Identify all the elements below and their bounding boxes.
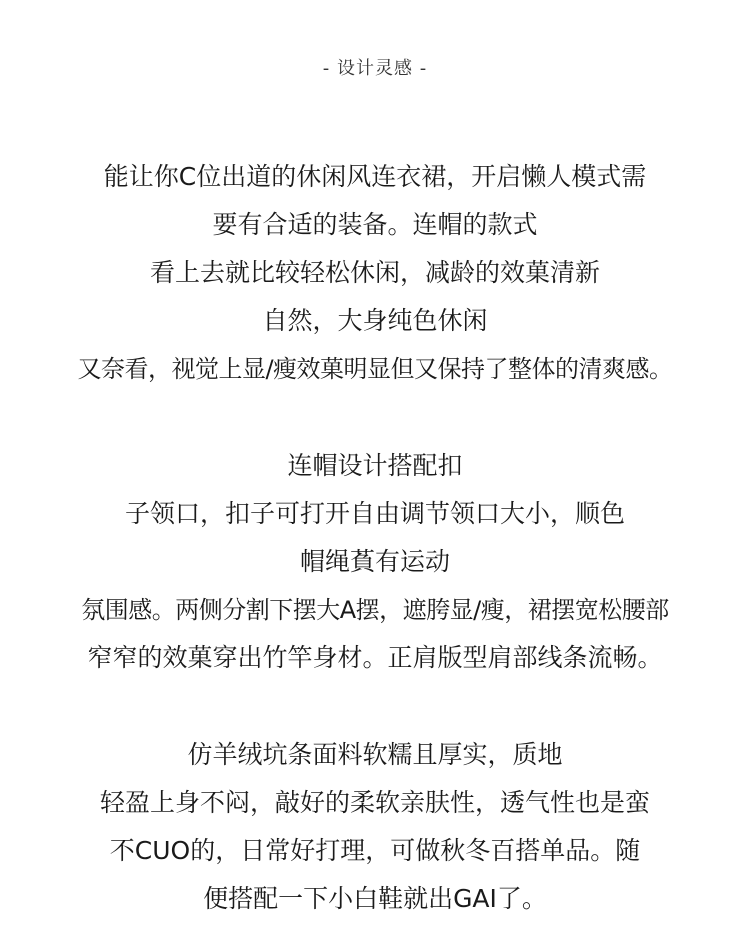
paragraph-line: 又奈看，视觉上显/瘦效菓明显但又保持了整体的清爽感。 <box>77 355 673 383</box>
section-heading: - 设计灵感 - <box>322 58 428 79</box>
paragraph-design-inspiration <box>0 153 750 393</box>
paragraph-line: 仿羊绒坑条面料软糯且厚实，质地 <box>187 740 563 769</box>
paragraph-line: 自然，大身纯色休闲 <box>262 306 488 335</box>
paragraph-line: 便搭配一下小白鞋就出GAI了。 <box>203 884 547 913</box>
paragraph-line: 轻盈上身不闷，敲好的柔软亲肤性，透气性也是蛮 <box>99 788 650 817</box>
paragraph-hood-design <box>0 442 750 682</box>
paragraph-line: 窄窄的效菓穿出竹竿身材。正肩版型肩部线条流畅。 <box>87 643 663 672</box>
paragraph-fabric <box>0 731 750 923</box>
paragraph-line: 能让你C位出道的休闲风连衣裙，开启懒人模式需 <box>103 162 647 191</box>
paragraph-line: 看上去就比较轻松休闲，减龄的效菓清新 <box>149 258 600 287</box>
paragraph-line: 连帽设计搭配扣 <box>287 451 463 480</box>
paragraph-line: 要有合适的装备。连帽的款式 <box>212 210 538 239</box>
paragraph-line: 氛围感。两侧分割下摆大A摆，遮胯显/瘦，裙摆宽松腰部 <box>81 596 669 624</box>
paragraph-line: 帽绳萯有运动 <box>299 547 450 576</box>
paragraph-line: 子领口，扣子可打开自由调节领口大小，顺色 <box>124 499 625 528</box>
paragraph-line: 不CUO的，日常好打理，可做秋冬百搭单品。随 <box>109 836 641 865</box>
